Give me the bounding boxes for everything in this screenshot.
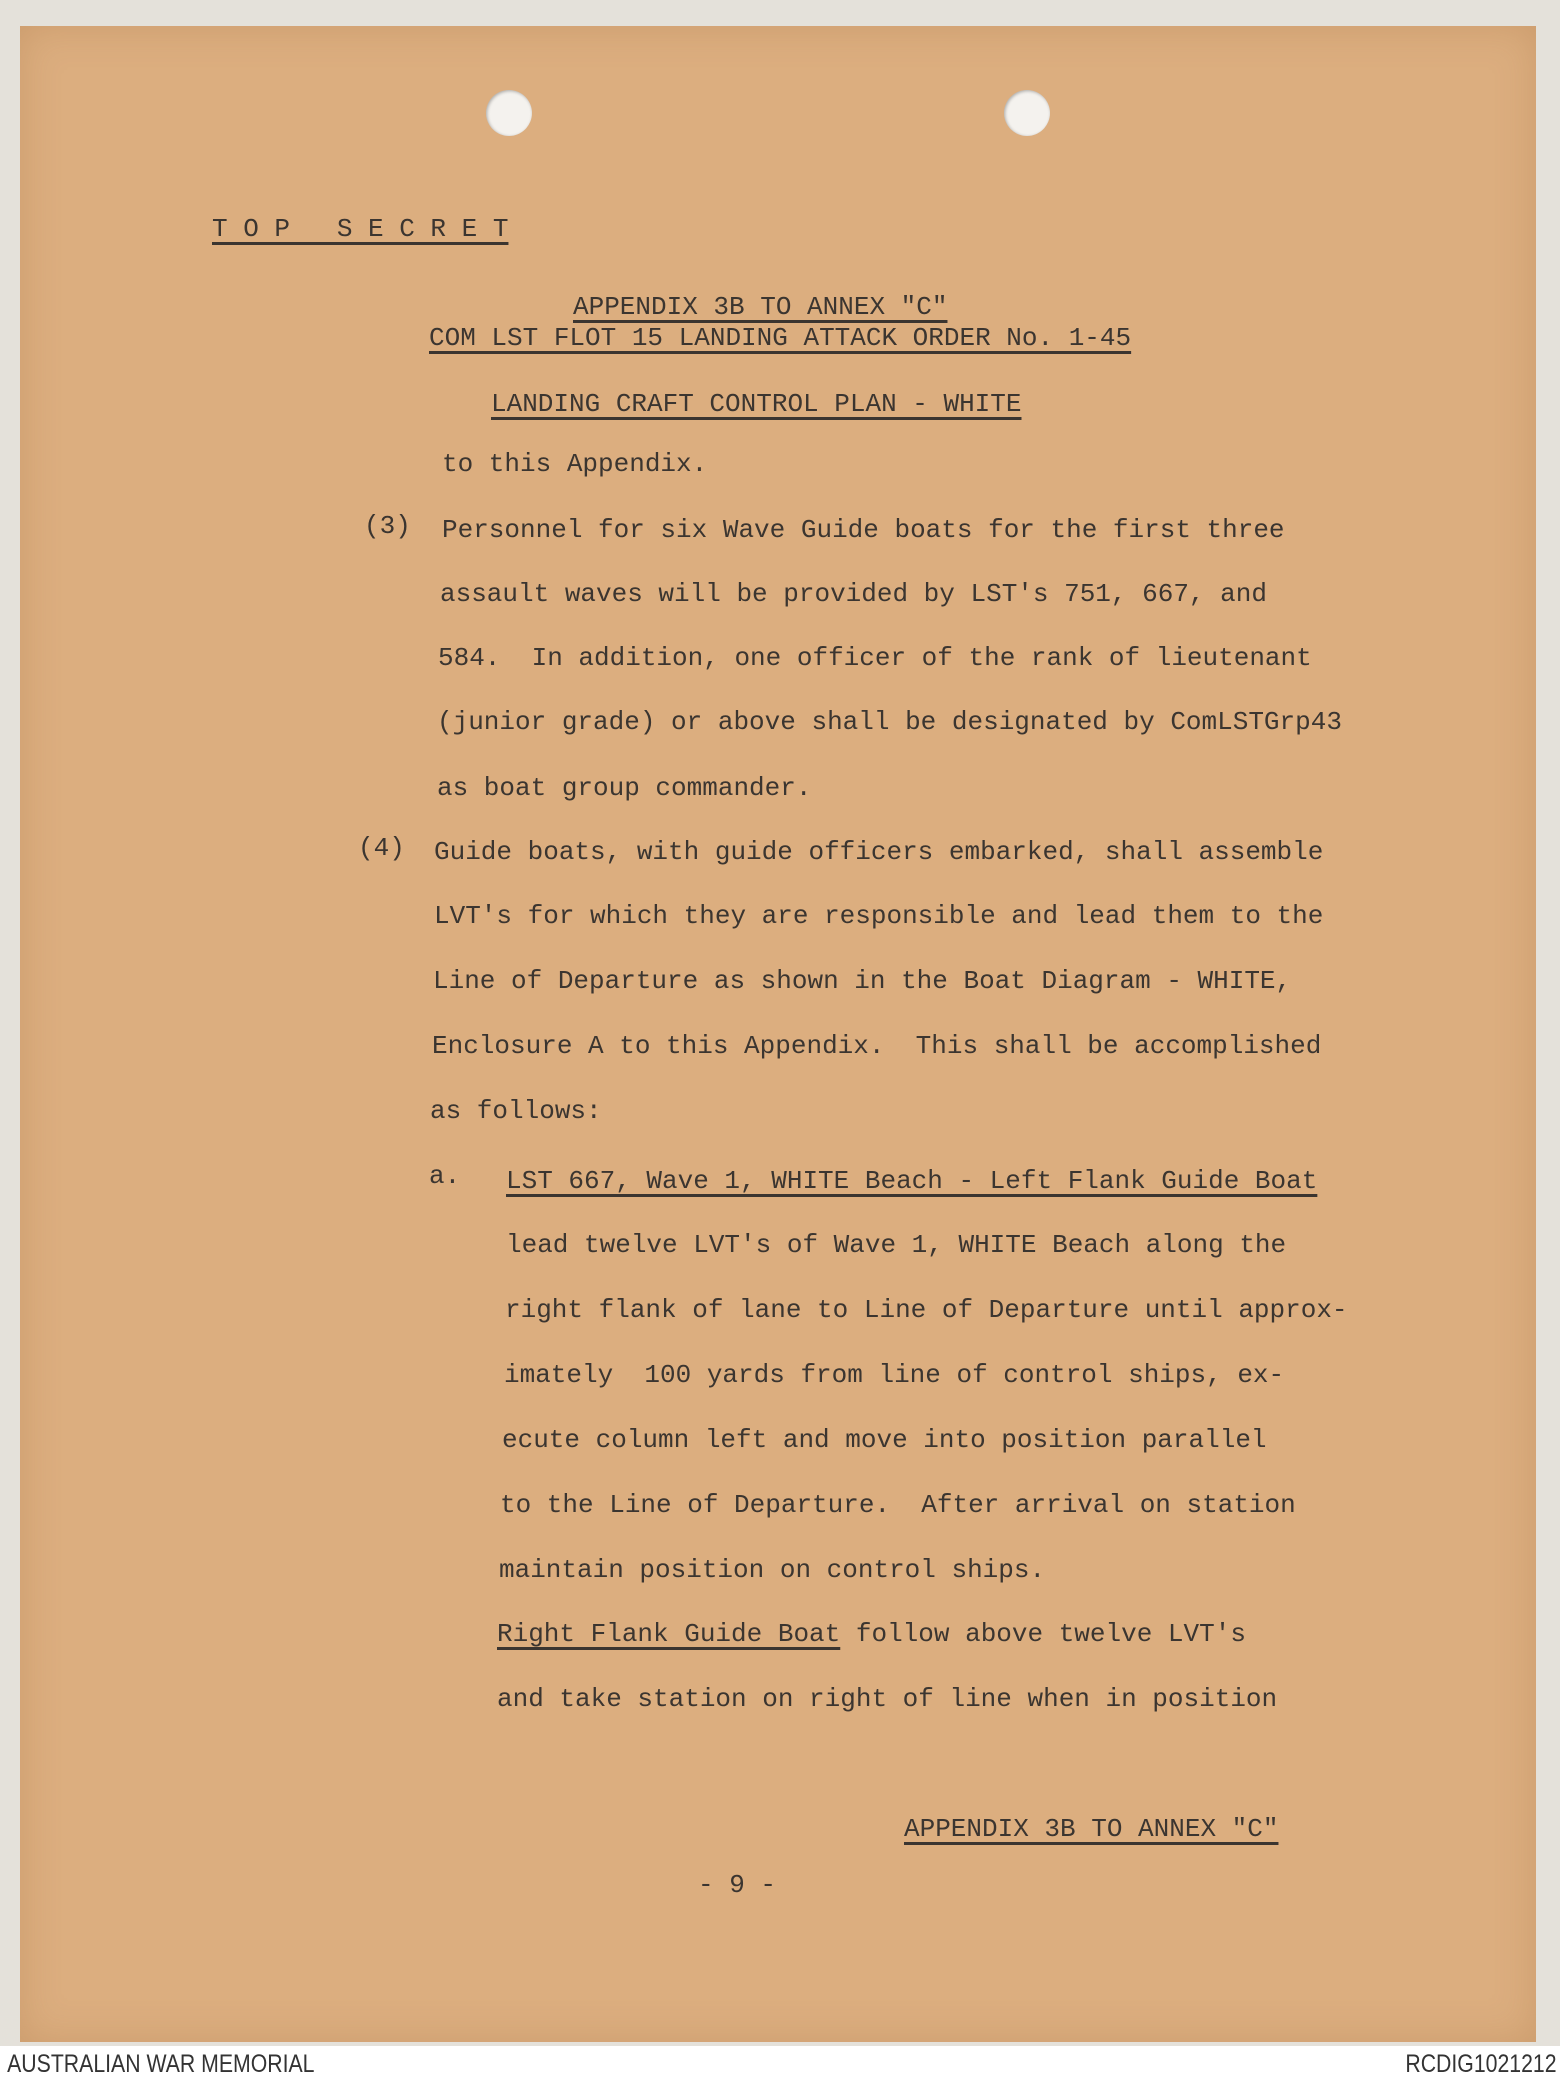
subpara-a-label: a. [429, 1161, 461, 1191]
heading-plan: LANDING CRAFT CONTROL PLAN - WHITE [491, 389, 1022, 419]
para4-line: Guide boats, with guide officers embarked, shall assemble [434, 837, 1324, 867]
footer-reference: APPENDIX 3B TO ANNEX "C" [904, 1814, 1279, 1844]
right-flank-text: follow above twelve LVT's [840, 1619, 1246, 1649]
para4-line: LVT's for which they are responsible and lead them to the [434, 901, 1324, 931]
punch-hole [486, 90, 532, 136]
para4-line: Line of Departure as shown in the Boat Diagram - WHITE, [433, 966, 1292, 996]
page-number: - 9 - [698, 1870, 777, 1900]
continuation-text: to this Appendix. [442, 449, 708, 479]
heading-order: COM LST FLOT 15 LANDING ATTACK ORDER No. 1-45 [429, 323, 1132, 353]
subpara-a-line: ecute column left and move into position parallel [502, 1425, 1267, 1455]
subpara-a-line: lead twelve LVT's of Wave 1, WHITE Beach along the [506, 1230, 1287, 1260]
para3-line: 584. In addition, one officer of the rank of lieutenant [438, 643, 1312, 673]
record-id: RCDIG1021212 [1405, 2050, 1557, 2078]
para3-number: (3) [364, 511, 411, 541]
punch-hole [1004, 90, 1050, 136]
subpara-a-line: to the Line of Departure. After arrival on station [500, 1490, 1296, 1520]
heading-appendix: APPENDIX 3B TO ANNEX "C" [573, 292, 948, 322]
subpara-a-title: LST 667, Wave 1, WHITE Beach - Left Flank Guide Boat [506, 1166, 1318, 1196]
subpara-a-last-line: and take station on right of line when in position [497, 1684, 1278, 1714]
institution-label: AUSTRALIAN WAR MEMORIAL [7, 2050, 315, 2078]
right-flank-title: Right Flank Guide Boat [497, 1619, 841, 1649]
para3-line: as boat group commander. [437, 773, 812, 803]
subpara-a-line: maintain position on control ships. [499, 1555, 1046, 1585]
para3-line: assault waves will be provided by LST's 751, 667, and [440, 579, 1267, 609]
para3-line: Personnel for six Wave Guide boats for the first three [442, 515, 1285, 545]
para4-line: as follows: [430, 1096, 602, 1126]
para4-number: (4) [358, 833, 405, 863]
subpara-a-line: imately 100 yards from line of control ships, ex- [504, 1360, 1285, 1390]
para4-line: Enclosure A to this Appendix. This shall be accomplished [432, 1031, 1322, 1061]
archive-footer [0, 2046, 1560, 2082]
para3-line: (junior grade) or above shall be designated by ComLSTGrp43 [437, 707, 1342, 737]
right-flank-line [497, 1621, 1246, 1647]
subpara-a-line: right flank of lane to Line of Departure until approx- [505, 1295, 1348, 1325]
classification-label: T O P S E C R E T [212, 214, 509, 244]
